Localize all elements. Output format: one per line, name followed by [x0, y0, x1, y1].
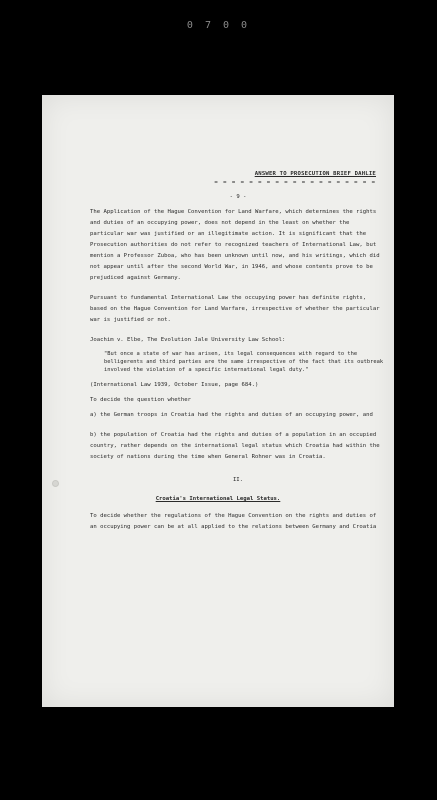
paragraph-final: To decide whether the regulations of the Hague Convention on the rights and duties of an occupying power can be at all applied to the relations between Germany and Croatia — [90, 513, 377, 530]
document-body — [90, 169, 386, 542]
document-heading: ANSWER TO PROSECUTION BRIEF DAHLIE — [254, 171, 376, 177]
page-number: - 9 - — [229, 194, 247, 200]
punch-hole — [52, 480, 59, 487]
frame-number: 0 7 0 0 — [186, 20, 251, 31]
citation-source: (International Law 1939, October Issue, page 684.) — [90, 382, 259, 388]
document-page — [42, 95, 394, 707]
heading-rule: = = = = = = = = = = = = = = = = = = = — [214, 180, 376, 186]
block-quote: "But once a state of war has arisen, its legal consequences with regard to the belligerents and third parties are the same irrespective of the fact that its outbreak involved the violation of a specific international legal duty." — [104, 351, 384, 373]
question-intro: To decide the question whether — [90, 397, 192, 403]
citation-intro: Joachim v. Elbe, The Evolution Jale University Law School: — [90, 337, 286, 343]
list-item-a: a) the German troops in Croatia had the rights and duties of an occupying power, and — [90, 412, 373, 418]
list-item-b: b) the population of Croatia had the rights and duties of a population in an occupied country, rather depends on the international legal status which Croatia had within the society of nations during the time when General Rohner was in Croatia. — [90, 432, 380, 460]
section-title: Croatia's International Legal Status. — [155, 496, 281, 502]
paragraph-hague-application: The Application of the Hague Convention for Land Warfare, which determines the rights and duties of an occupying power, does not depend in the least on whether the particular war was justified or an illegitimate action. It is significant that the Prosecution authorities do not refer to recognized teachers of International Law, but mention a Professor Zuboa, who has been unknown until now, and his writings, which did not appear until after the second World War, in 1946, and whose contents prove to be prejudiced against Germany. — [90, 209, 380, 281]
paragraph-occupying-rights: Pursuant to fundamental International Law the occupying power has definite rights, based on the Hague Convention for Land Warfare, irrespective of whether the particular war is justified or not. — [90, 295, 380, 323]
section-number: II. — [232, 477, 244, 483]
